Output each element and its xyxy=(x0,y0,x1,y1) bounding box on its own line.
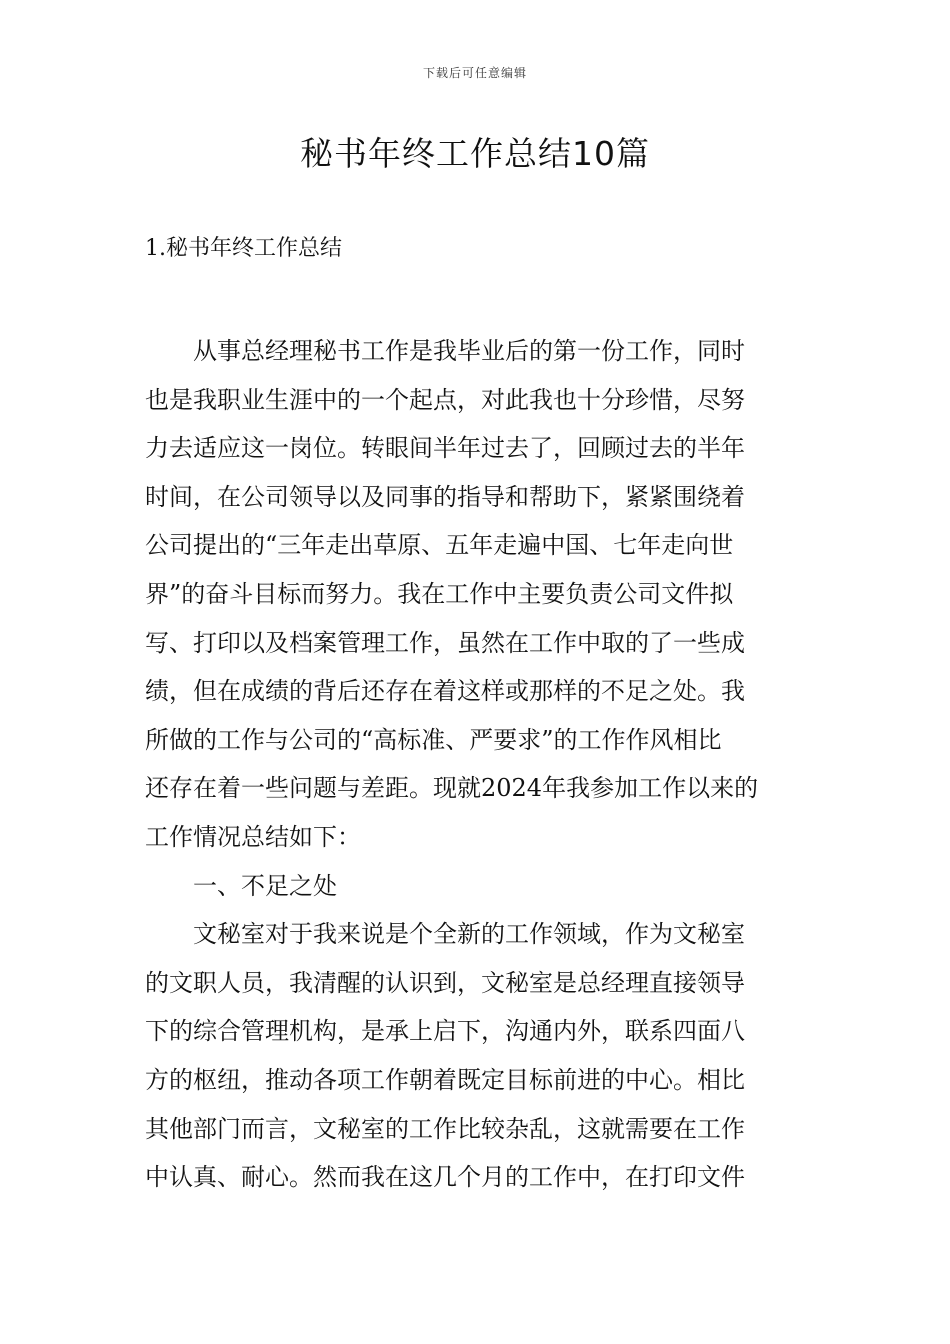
text-line: 从事总经理秘书工作是我毕业后的第一份工作，同时 xyxy=(193,337,745,365)
subheading: 一、不足之处 xyxy=(193,871,337,900)
text-line: 文秘室对于我来说是个全新的工作领域，作为文秘室 xyxy=(193,920,745,949)
text-line: 也是我职业生涯中的一个起点，对此我也十分珍惜，尽努 xyxy=(145,385,745,414)
text-line: 绩，但在成绩的背后还存在着这样或那样的不足之处。我 xyxy=(145,677,745,706)
text-line: 界”的奋斗目标而努力。我在工作中主要负责公司文件拟 xyxy=(145,579,734,608)
text-line: 工作情况总结如下： xyxy=(145,822,361,851)
body-text xyxy=(145,327,809,1202)
text-line: 下的综合管理机构，是承上启下，沟通内外，联系四面八 xyxy=(145,1017,745,1046)
text-line: 方的枢纽，推动各项工作朝着既定目标前进的中心。相比 xyxy=(145,1065,745,1094)
paragraph-1 xyxy=(145,327,809,862)
text-line: 力去适应这一岗位。转眼间半年过去了，回顾过去的半年 xyxy=(145,434,745,463)
text-line: 还存在着一些问题与差距。现就2024年我参加工作以来的 xyxy=(145,774,759,803)
section-heading: 1.秘书年终工作总结 xyxy=(145,236,342,261)
text-line: 的文职人员，我清醒的认识到，文秘室是总经理直接领导 xyxy=(145,968,745,997)
paragraph-2 xyxy=(145,910,809,1202)
text-line: 所做的工作与公司的“高标准、严要求”的工作作风相比 xyxy=(145,725,722,754)
text-line: 写、打印以及档案管理工作，虽然在工作中取的了一些成 xyxy=(145,628,745,657)
header-note: 下载后可任意编辑 xyxy=(422,66,527,80)
document-title: 秘书年终工作总结10篇 xyxy=(300,134,650,173)
text-line: 公司提出的“三年走出草原、五年走遍中国、七年走向世 xyxy=(145,531,734,560)
text-line: 时间，在公司领导以及同事的指导和帮助下，紧紧围绕着 xyxy=(145,482,745,511)
text-line: 中认真、耐心。然而我在这几个月的工作中，在打印文件 xyxy=(145,1163,745,1192)
text-line: 其他部门而言，文秘室的工作比较杂乱，这就需要在工作 xyxy=(145,1114,745,1143)
